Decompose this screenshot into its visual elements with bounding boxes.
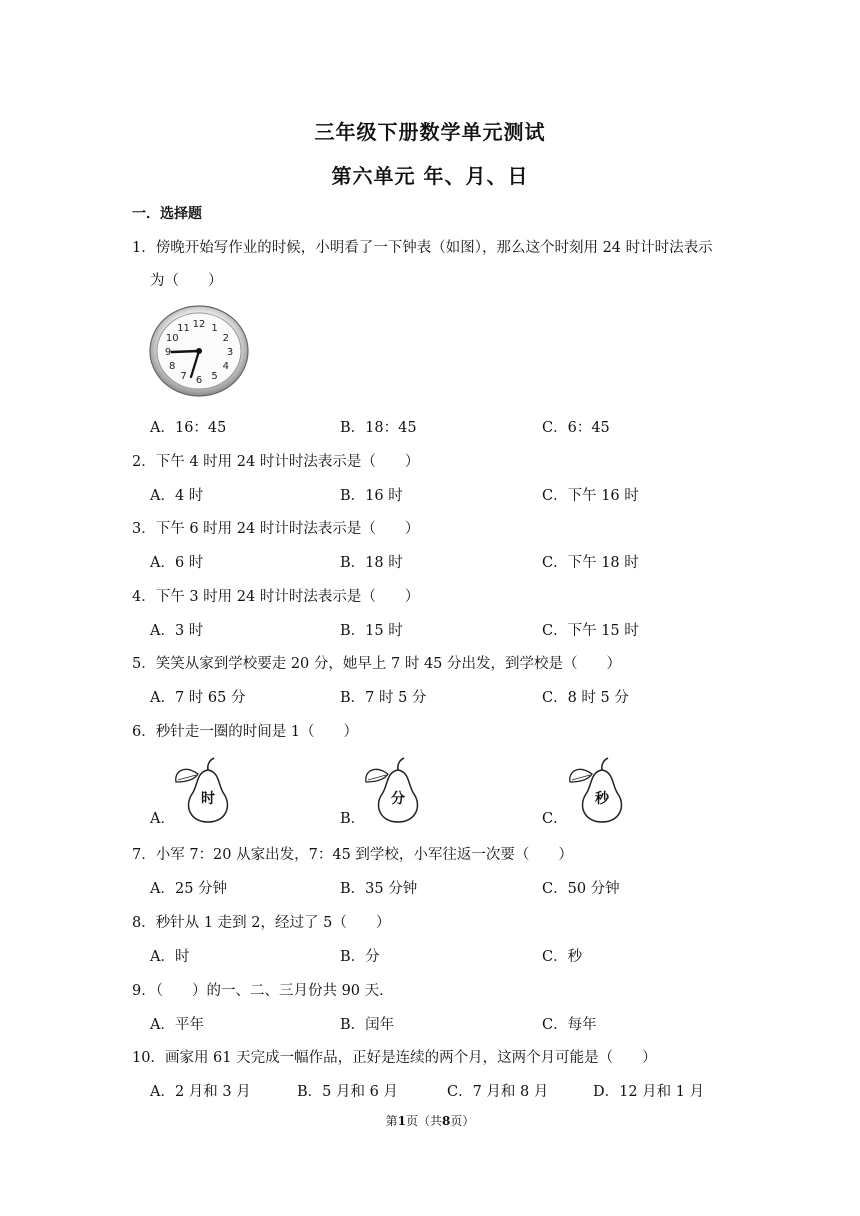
- unit-subtitle: 第六单元 年、月、日: [331, 164, 529, 188]
- footer-page-number: 1: [397, 1114, 406, 1128]
- question-4-text: 4．下午 3 时用 24 时计时法表示是（ ）: [132, 589, 420, 605]
- q5-option-b[interactable]: B．7 时 5 分: [340, 690, 427, 706]
- pear-label-minute: 分: [391, 791, 405, 807]
- footer-middle: 页（共: [405, 1114, 442, 1128]
- clock-numeral: 3: [226, 347, 234, 358]
- clock-numeral: 4: [222, 361, 229, 372]
- clock-numeral: 5: [211, 371, 218, 383]
- clock-numeral: 1: [211, 322, 218, 334]
- q6-option-c[interactable]: C．: [542, 811, 568, 827]
- q8-option-b[interactable]: B．分: [340, 949, 380, 965]
- q8-option-c[interactable]: C．秒: [542, 949, 583, 965]
- q1-option-b[interactable]: B．18：45: [340, 420, 417, 436]
- q9-option-a[interactable]: A．平年: [150, 1017, 204, 1033]
- pear-icon-second: [564, 756, 634, 828]
- pear-icon-hour: [170, 756, 240, 828]
- q4-option-c[interactable]: C．下午 15 时: [542, 623, 639, 639]
- q9-option-b[interactable]: B．闰年: [340, 1017, 395, 1033]
- footer-total-pages: 8: [442, 1114, 451, 1128]
- question-3-text: 3．下午 6 时用 24 时计时法表示是（ ）: [132, 521, 420, 537]
- q2-option-b[interactable]: B．16 时: [340, 488, 403, 504]
- question-2-text: 2．下午 4 时用 24 时计时法表示是（ ）: [132, 454, 420, 470]
- clock-numeral: 6: [195, 375, 203, 386]
- q3-option-b[interactable]: B．18 时: [340, 555, 403, 571]
- clock-numeral: 12: [192, 319, 206, 330]
- q1-option-a[interactable]: A．16：45: [150, 420, 227, 436]
- q8-option-a[interactable]: A．时: [150, 949, 190, 965]
- q9-option-c[interactable]: C．每年: [542, 1017, 597, 1033]
- q5-option-c[interactable]: C．8 时 5 分: [542, 690, 629, 706]
- page-footer: [0, 1112, 860, 1129]
- q10-option-a[interactable]: A．2 月和 3 月: [150, 1084, 251, 1100]
- q4-option-a[interactable]: A．3 时: [150, 623, 204, 639]
- footer-prefix: 第: [385, 1114, 398, 1128]
- q2-option-c[interactable]: C．下午 16 时: [542, 488, 639, 504]
- q3-option-a[interactable]: A．6 时: [150, 555, 204, 571]
- clock-numeral: 2: [222, 333, 229, 344]
- exam-title: 三年级下册数学单元测试: [314, 120, 546, 144]
- q7-option-c[interactable]: C．50 分钟: [542, 881, 620, 897]
- pear-icon-minute: [360, 756, 430, 828]
- q6-option-a[interactable]: A．: [150, 811, 175, 827]
- question-7-text: 7．小军 7：20 从家出发，7：45 到学校，小军往返一次要（ ）: [132, 847, 573, 863]
- footer-suffix: 页）: [450, 1114, 475, 1128]
- question-9-text: 9．（ ）的一、二、三月份共 90 天．: [132, 983, 394, 999]
- clock-numeral: 10: [165, 333, 179, 344]
- question-6-text: 6．秒针走一圈的时间是 1（ ）: [132, 724, 359, 740]
- q10-option-c[interactable]: C．7 月和 8 月: [447, 1084, 549, 1100]
- q2-option-a[interactable]: A．4 时: [150, 488, 204, 504]
- q7-option-a[interactable]: A．25 分钟: [150, 881, 228, 897]
- q10-option-d[interactable]: D．12 月和 1 月: [593, 1084, 705, 1100]
- question-8-text: 8．秒针从 1 走到 2，经过了 5（ ）: [132, 915, 391, 931]
- question-1-text-cont: 为（ ）: [150, 273, 223, 289]
- q6-option-b[interactable]: B．: [340, 811, 366, 827]
- q4-option-b[interactable]: B．15 时: [340, 623, 403, 639]
- question-1-text: 1．傍晚开始写作业的时候，小明看了一下钟表（如图），那么这个时刻用 24 时计时法表示: [132, 240, 713, 256]
- clock-numeral: 9: [164, 347, 172, 358]
- question-5-text: 5．笑笑从家到学校要走 20 分，她早上 7 时 45 分出发，到学校是（ ）: [132, 656, 622, 672]
- clock-numeral: 7: [180, 371, 187, 383]
- q10-option-b[interactable]: B．5 月和 6 月: [297, 1084, 398, 1100]
- clock-numeral: 11: [177, 322, 190, 334]
- q1-option-c[interactable]: C．6：45: [542, 420, 610, 436]
- question-10-text: 10．画家用 61 天完成一幅作品，正好是连续的两个月，这两个月可能是（ ）: [132, 1050, 657, 1066]
- q5-option-a[interactable]: A．7 时 65 分: [150, 690, 246, 706]
- pear-label-hour: 时: [201, 791, 215, 807]
- pear-label-second: 秒: [595, 791, 609, 807]
- clock-icon: [148, 304, 250, 398]
- q7-option-b[interactable]: B．35 分钟: [340, 881, 418, 897]
- q3-option-c[interactable]: C．下午 18 时: [542, 555, 639, 571]
- section-heading: 一．选择题: [132, 206, 202, 222]
- clock-numeral: 8: [169, 361, 176, 372]
